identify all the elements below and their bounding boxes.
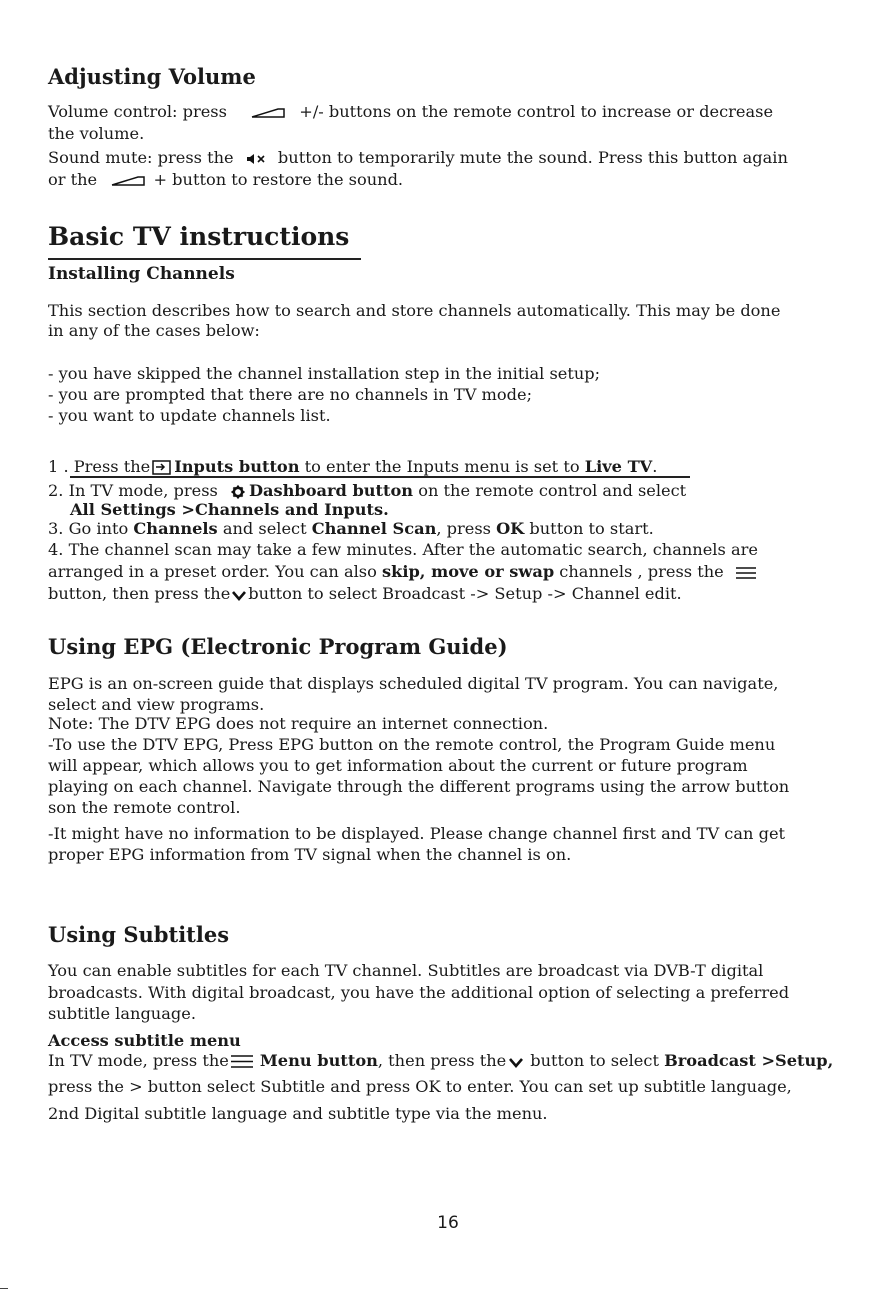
step-2-path: All Settings >Channels and Inputs. [70,500,389,519]
step-4-cont [48,564,757,580]
text: 3. Go into [48,519,134,538]
subtitles-line: You can enable subtitles for each TV channel. Subtitles are broadcast via DVB-T digital [48,961,764,980]
corner-mark [0,1288,8,1289]
volume-line-3 [48,150,788,166]
epg-line: playing on each channel. Navigate through the different programs using the arrow button [48,777,790,796]
text: , press [436,519,497,538]
heading-basic-tv-instructions: Basic TV instructions [48,222,350,251]
epg-line: will appear, which allows you to get information about the current or future program [48,756,748,775]
text: Channel Scan [311,519,437,538]
heading-using-subtitles: Using Subtitles [48,922,230,947]
epg-line: -It might have no information to be displayed. Please change channel first and TV can get [48,824,786,843]
text: +/- buttons on the remote control to increase or decrease [299,102,774,121]
epg-line: select and view programs. [48,695,265,714]
epg-line: son the remote control. [48,798,241,817]
subtitles-line: broadcasts. With digital broadcast, you have the additional option of selecting a preferred [48,983,790,1002]
text: 1 . Press the [48,457,151,476]
text: arranged in a preset order. You can also [48,562,382,581]
step-1 [48,459,657,475]
text: 2. In TV mode, press [48,481,218,500]
epg-line: proper EPG information from TV signal when the channel is on. [48,845,572,864]
text: to enter the Inputs menu is set to [299,457,585,476]
text: Volume control: press [48,102,227,121]
text: button, then press the [48,584,231,603]
heading-underline [48,258,361,260]
gear-icon [231,485,245,499]
bullet-item: - you are prompted that there are no channels in TV mode; [48,385,533,404]
menu-icon [230,1054,254,1069]
step-3 [48,521,654,537]
text: + button to restore the sound. [153,170,404,189]
text: OK [496,519,525,538]
text: Channels [133,519,218,538]
volume-line-1 [48,104,773,120]
text: Live TV [584,457,653,476]
step-4: 4. The channel scan may take a few minutes. After the automatic search, channels are [48,540,758,559]
text: button to start. [524,519,654,538]
text: Sound mute: press the [48,148,234,167]
step-1-underline [70,476,690,478]
text: Broadcast >Setup, [664,1051,834,1070]
bullet-item: - you want to update channels list. [48,406,331,425]
heading-using-epg: Using EPG (Electronic Program Guide) [48,634,508,659]
text: Inputs button [174,457,300,476]
paragraph-line: This section describes how to search and store channels automatically. This may be done [48,301,781,320]
text: button to select [530,1051,665,1070]
subtitles-step [48,1053,833,1069]
heading-adjusting-volume: Adjusting Volume [48,64,256,89]
step-4-cont [48,586,682,602]
text: and select [217,519,312,538]
subheading-access-subtitle-menu: Access subtitle menu [48,1031,241,1050]
epg-line: EPG is an on-screen guide that displays scheduled digital TV program. You can navigate, [48,674,779,693]
chevron-down-icon [231,589,247,601]
subtitles-line: subtitle language. [48,1004,196,1023]
inputs-icon [152,460,172,475]
text: Dashboard button [248,481,414,500]
epg-line: Note: The DTV EPG does not require an internet connection. [48,714,549,733]
text: button to select Broadcast -> Setup -> Channel edit. [248,584,682,603]
page-number: 16 [437,1213,459,1233]
text: button to temporarily mute the sound. Press this button again [277,148,788,167]
volume-rocker-icon [110,175,146,187]
volume-line-2: the volume. [48,124,145,143]
volume-line-4 [48,172,403,188]
bullet-item: - you have skipped the channel installation step in the initial setup; [48,364,601,383]
text: In TV mode, press the [48,1051,229,1070]
text: channels , press the [554,562,724,581]
step-2 [48,483,686,499]
epg-line: -To use the DTV EPG, Press EPG button on the remote control, the Program Guide menu [48,735,776,754]
paragraph-line: in any of the cases below: [48,321,260,340]
text: on the remote control and select [413,481,687,500]
subheading-installing-channels: Installing Channels [48,264,235,284]
text: skip, move or swap [382,562,555,581]
mute-icon [245,153,269,165]
subtitles-step: 2nd Digital subtitle language and subtitle type via the menu. [48,1104,548,1123]
volume-rocker-icon [250,107,286,119]
text: Menu button [259,1051,378,1070]
text: or the [48,170,98,189]
chevron-down-icon [508,1056,524,1068]
menu-icon [735,566,757,580]
text: , then press the [377,1051,507,1070]
subtitles-step: press the > button select Subtitle and press OK to enter. You can set up subtitle language, [48,1077,792,1096]
text: . [652,457,658,476]
